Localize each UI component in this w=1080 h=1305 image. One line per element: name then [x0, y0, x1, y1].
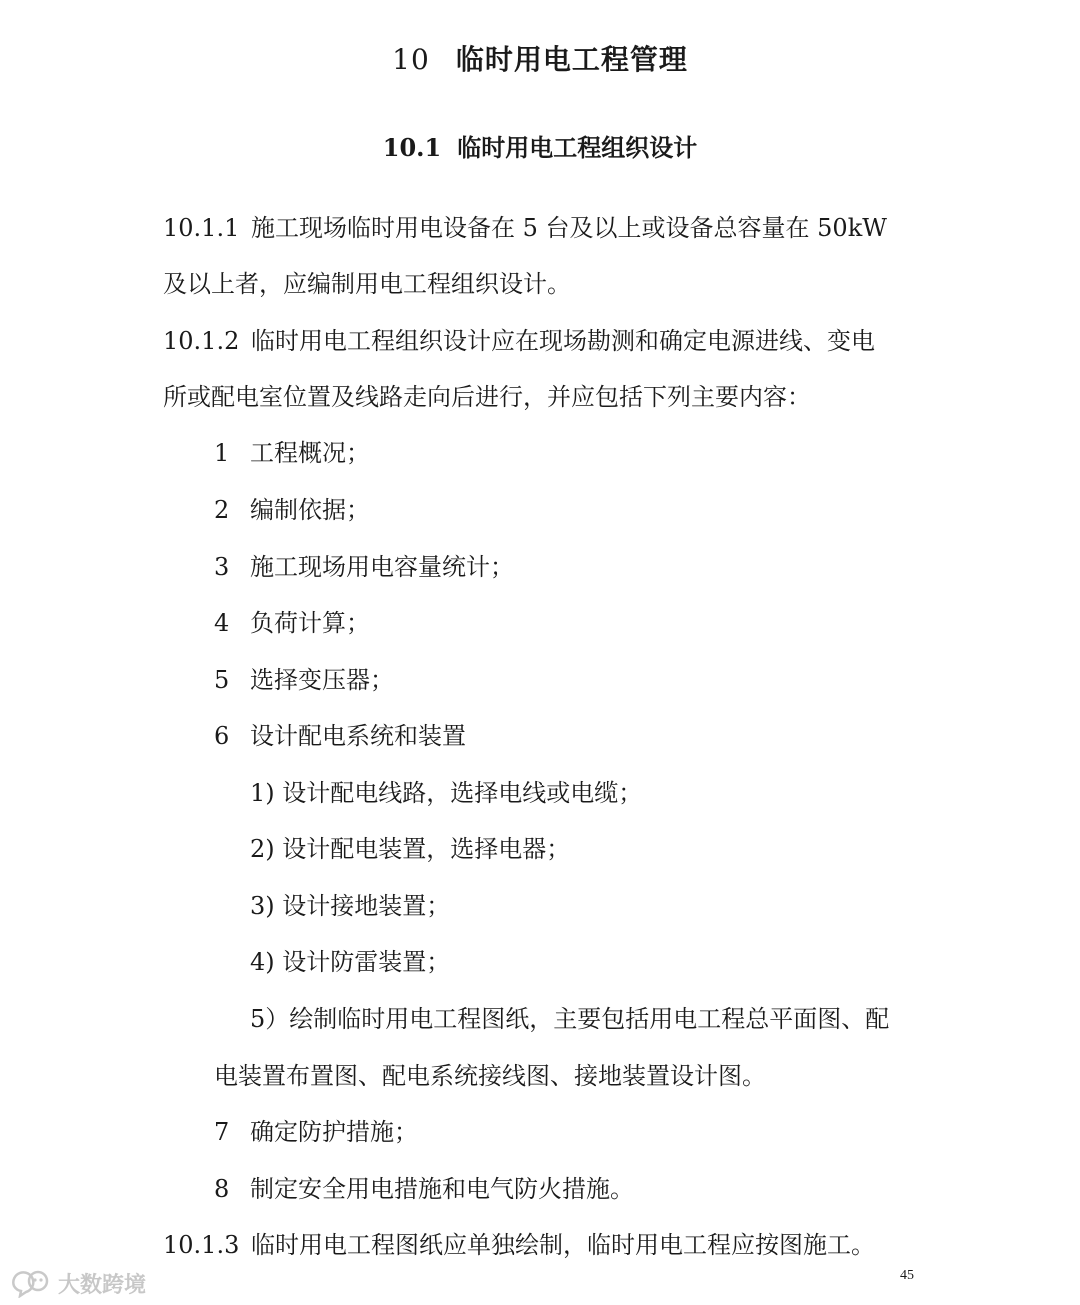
clause-10-1-1-line-1: [163, 212, 887, 244]
item-text: 确定防护措施；: [250, 1118, 418, 1146]
item-number: 1: [214, 439, 230, 467]
list-item: [214, 720, 466, 752]
clause-10-1-2-line-2: 所或配电室位置及线路走向后进行，并应包括下列主要内容：: [163, 383, 811, 411]
item-text: 负荷计算；: [250, 609, 370, 637]
list-item: [214, 607, 370, 639]
list-item: [214, 437, 370, 469]
item-text: 施工现场用电容量统计；: [250, 553, 514, 581]
item-number: 4: [214, 609, 230, 637]
chapter-title: [0, 38, 1080, 78]
list-item: [214, 494, 370, 526]
sub-list-item: 2) 设计配电装置，选择电器；: [250, 835, 571, 863]
sub-list-item-continuation: 电装置布置图、配电系统接线图、接地装置设计图。: [214, 1062, 766, 1090]
clause-text: 临时用电工程图纸应单独绘制，临时用电工程应按图施工。: [251, 1231, 875, 1259]
page-number: 45: [900, 1268, 914, 1283]
watermark-logo-icon: [8, 1268, 52, 1298]
clause-text: 临时用电工程组织设计应在现场勘测和确定电源进线、变电: [251, 327, 875, 355]
item-number: 5: [214, 666, 230, 694]
list-item: [214, 1173, 634, 1205]
item-text: 选择变压器；: [250, 666, 394, 694]
clause-10-1-3-line-1: [163, 1229, 875, 1261]
item-text: 制定安全用电措施和电气防火措施。: [250, 1175, 634, 1203]
chapter-title-text: 临时用电工程管理: [455, 43, 688, 76]
clause-10-1-1-line-2: 及以上者，应编制用电工程组织设计。: [163, 270, 571, 298]
item-text: 设计配电系统和装置: [250, 722, 466, 750]
item-number: 7: [214, 1118, 230, 1146]
section-title-text: 临时用电工程组织设计: [457, 133, 698, 162]
sub-list-item: 3) 设计接地装置；: [250, 892, 451, 920]
item-number: 3: [214, 553, 230, 581]
clause-10-1-2-line-1: [163, 325, 875, 357]
section-number: 10.1: [382, 133, 442, 162]
item-number: 2: [214, 496, 230, 524]
item-number: 8: [214, 1175, 230, 1203]
clause-number: 10.1.1: [163, 214, 240, 242]
list-item: [214, 551, 514, 583]
section-title: [0, 128, 1080, 163]
watermark-text: 大数跨境: [58, 1272, 147, 1298]
sub-list-item: 1) 设计配电线路，选择电线或电缆；: [250, 779, 643, 807]
list-item: [214, 1116, 418, 1148]
item-text: 编制依据；: [250, 496, 370, 524]
clause-text: 施工现场临时用电设备在 5 台及以上或设备总容量在 50kW: [251, 214, 887, 242]
sub-list-item: 5）绘制临时用电工程图纸，主要包括用电工程总平面图、配: [250, 1005, 890, 1033]
list-item: [214, 664, 394, 696]
sub-list-item: 4) 设计防雷装置；: [250, 948, 451, 976]
item-text: 工程概况；: [250, 439, 370, 467]
clause-number: 10.1.2: [163, 327, 240, 355]
watermark: [8, 1266, 146, 1300]
item-number: 6: [214, 722, 230, 750]
chapter-number: 10: [392, 43, 430, 76]
clause-number: 10.1.3: [163, 1231, 240, 1259]
